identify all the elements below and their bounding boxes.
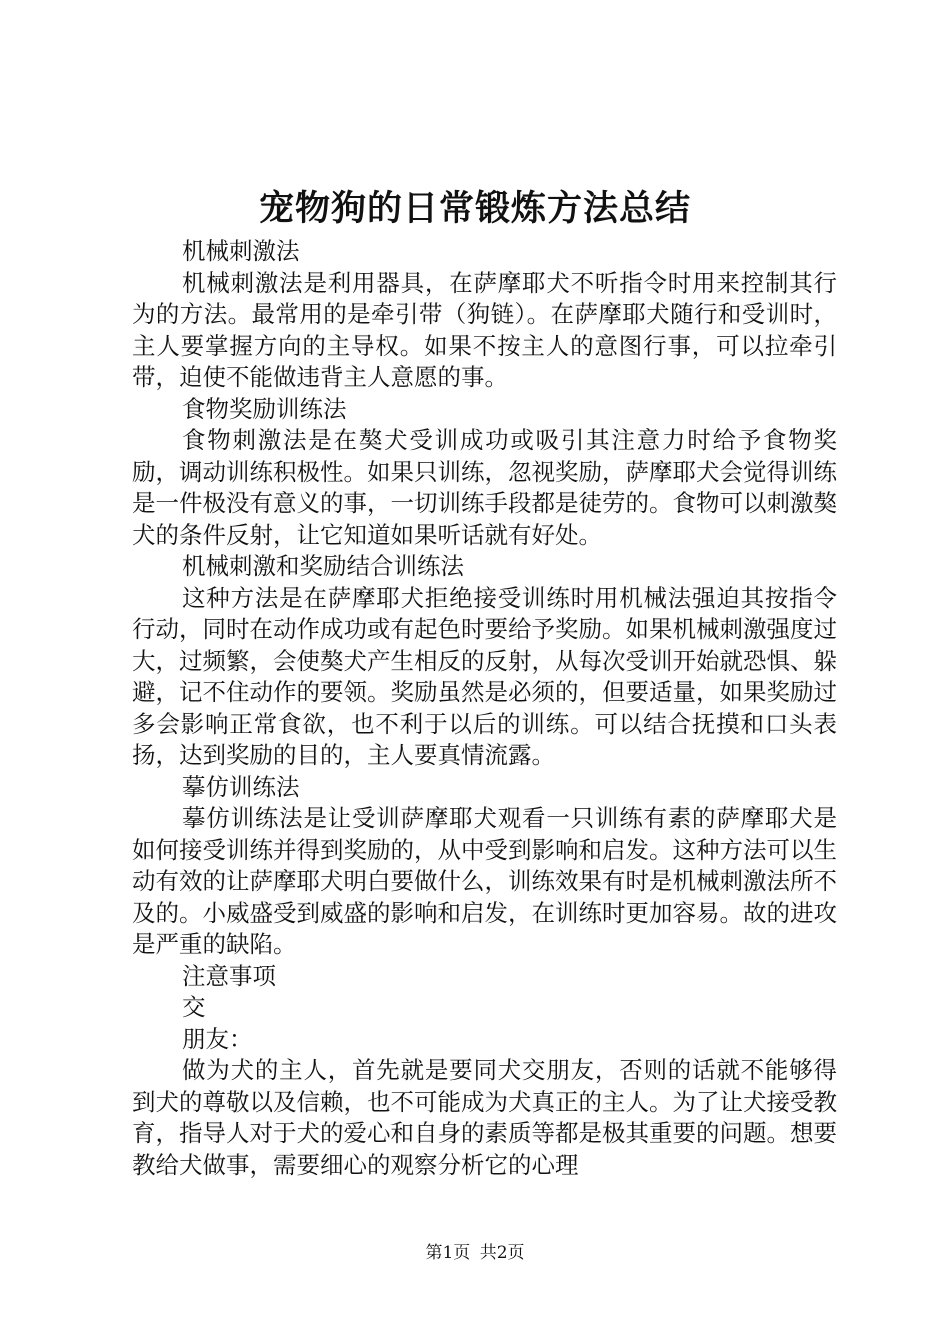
paragraph: 摹仿训练法是让受训萨摩耶犬观看一只训练有素的萨摩耶犬是如何接受训练并得到奖励的，从中受到影响和启发。这种方法可以生动有效的让萨摩耶犬明白要做什么，训练效果有时是机械刺激法所不及的。小威盛受到威盛的影响和启发，在训练时更加容易。故的进攻是严重的缺陷。: [132, 804, 837, 958]
paragraph: 机械刺激法是利用器具，在萨摩耶犬不听指令时用来控制其行为的方法。最常用的是牵引带（狗链）。在萨摩耶犬随行和受训时，主人要掌握方向的主导权。如果不按主人的意图行事，可以拉牵引带，迫使不能做违背主人意愿的事。: [132, 268, 837, 391]
paragraph: 这种方法是在萨摩耶犬拒绝接受训练时用机械法强迫其按指令行动，同时在动作成功或有起色时要给予奖励。如果机械刺激强度过大，过频繁，会使獒犬产生相反的反射，从每次受训开始就恐惧、躲避，记不住动作的要领。奖励虽然是必须的，但要适量，如果奖励过多会影响正常食欲，也不利于以后的训练。可以结合抚摸和口头表扬，达到奖励的目的，主人要真情流露。: [132, 583, 837, 769]
page-footer: [0, 1242, 950, 1264]
section-heading: 朋友：: [182, 1024, 253, 1053]
paragraph: 食物刺激法是在獒犬受训成功或吸引其注意力时给予食物奖励，调动训练积极性。如果只训练，忽视奖励，萨摩耶犬会觉得训练是一件极没有意义的事，一切训练手段都是徒劳的。食物可以刺激獒犬的条件反射，让它知道如果听话就有好处。: [132, 426, 837, 549]
page-number: 第1页: [425, 1243, 471, 1263]
section-heading: 机械刺激和奖励结合训练法: [182, 552, 464, 580]
page-total: 共2页: [479, 1243, 525, 1263]
section-heading: 交: [182, 993, 206, 1021]
paragraph: 做为犬的主人，首先就是要同犬交朋友，否则的话就不能够得到犬的尊敬以及信赖，也不可能成为犬真正的主人。为了让犬接受教育，指导人对于犬的爱心和自身的素质等都是极其重要的问题。想要教给犬做事，需要细心的观察分析它的心理: [132, 1056, 837, 1179]
section-heading: 食物奖励训练法: [182, 394, 347, 423]
document-body: [132, 236, 837, 1181]
section-heading: 注意事项: [182, 961, 276, 990]
section-heading: 摹仿训练法: [182, 772, 300, 801]
section-heading: 机械刺激法: [182, 237, 300, 265]
document-title: 宠物狗的日常锻炼方法总结: [258, 188, 691, 229]
